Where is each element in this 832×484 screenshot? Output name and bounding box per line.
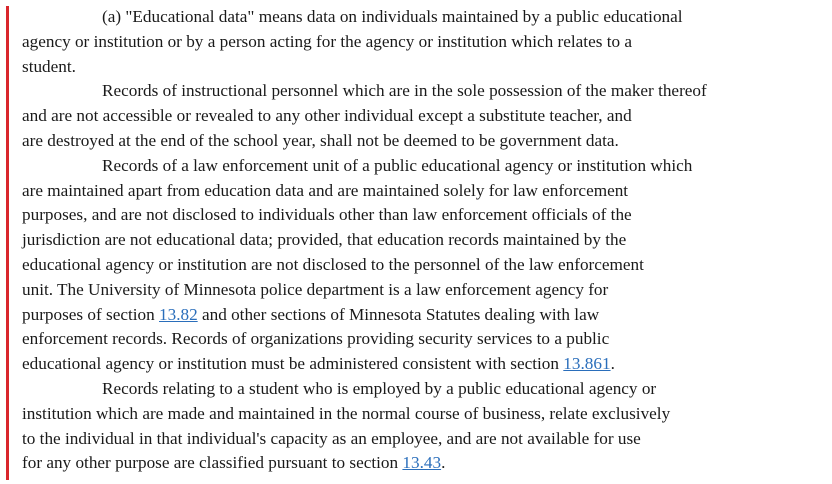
text-line: to the individual in that individual's capacity as an employee, and are not available for use (22, 428, 641, 448)
text-line: agency or institution or by a person acting for the agency or institution which relates to a (22, 31, 632, 51)
text-line (22, 303, 822, 328)
text-segment: and other sections of Minnesota Statutes dealing with law (197, 304, 600, 324)
text-line: (a) "Educational data" means data on individuals maintained by a public educational (102, 7, 683, 26)
paragraph-educational-data-definition (22, 5, 822, 79)
text-line (22, 352, 822, 377)
text-line: Records of a law enforcement unit of a public educational agency or institution which (102, 155, 693, 175)
text-line: institution which are made and maintained in the normal course of business, relate exclusively (22, 403, 671, 423)
section-link-13-82[interactable]: 13.82 (159, 304, 198, 324)
text-segment: educational agency or institution must be administered consistent with section (22, 354, 564, 374)
text-line: Records relating to a student who is employed by a public educational agency or (102, 378, 657, 398)
text-line (22, 451, 822, 476)
text-line: and are not accessible or revealed to any other individual except a substitute teacher, and (22, 106, 632, 126)
text-line: student. (22, 56, 76, 76)
text-line: unit. The University of Minnesota police department is a law enforcement agency for (22, 279, 609, 299)
section-link-13-861[interactable]: 13.861 (563, 354, 611, 374)
paragraph-student-employee-records (22, 377, 822, 476)
text-line: are maintained apart from education data and are maintained solely for law enforcement (22, 180, 629, 200)
text-segment: for any other purpose are classified pursuant to section (22, 453, 403, 473)
text-line: educational agency or institution are not disclosed to the personnel of the law enforcement (22, 254, 644, 274)
text-segment: purposes of section (22, 304, 159, 324)
text-line: jurisdiction are not educational data; provided, that education records maintained by the (22, 230, 627, 250)
text-line: enforcement records. Records of organizations providing security services to a public (22, 329, 610, 349)
text-line: purposes, and are not disclosed to individuals other than law enforcement officials of the (22, 205, 632, 225)
text-line: Records of instructional personnel which are in the sole possession of the maker thereof (102, 81, 707, 101)
text-line: are destroyed at the end of the school year, shall not be deemed to be government data. (22, 130, 619, 150)
paragraph-law-enforcement-unit (22, 154, 822, 377)
paragraph-instructional-personnel (22, 79, 822, 153)
section-link-13-43[interactable]: 13.43 (402, 453, 442, 473)
text-segment: . (610, 354, 615, 374)
change-bar (6, 6, 9, 480)
text-segment: . (441, 453, 446, 473)
statute-text (22, 5, 822, 476)
